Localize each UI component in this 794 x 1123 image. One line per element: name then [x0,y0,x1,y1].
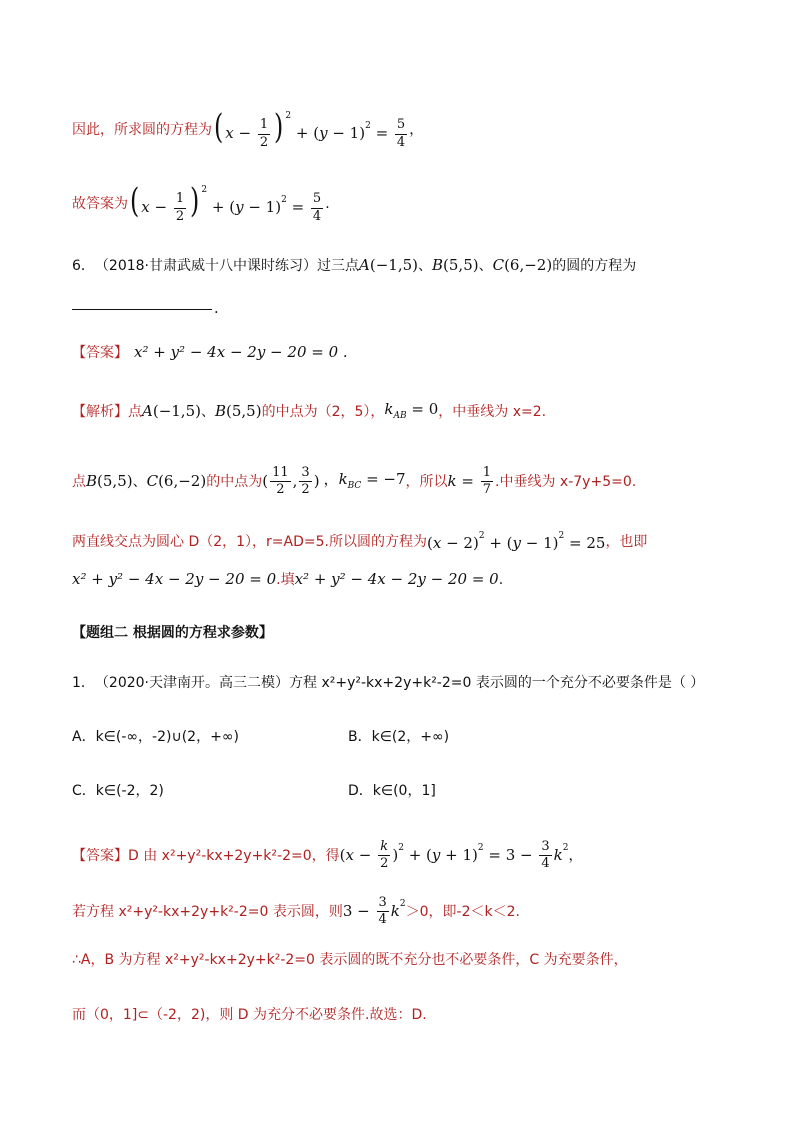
conclusion-prefix: 因此，所求圆的方程为 [72,121,212,138]
general-equation: x² + y² − 4x − 2y − 20 = 0 [294,570,499,588]
analysis-text: 的中点为 [206,473,263,490]
analysis-6-line1 [72,402,734,421]
point-c: C(6,−2) [492,256,553,274]
analysis-text: 点 [72,473,86,490]
analysis-6-line4 [72,572,734,587]
analysis-text: ，也即 [605,533,648,550]
separator: 、 [418,257,432,274]
circle-equation-std: $(x - 2)^2 + (y - 1)^2 = 25$ [426,531,606,552]
section-heading [72,626,734,640]
analysis-text: ，中垂线为 x=2. [438,403,547,420]
answer-tag: 【答案】 [72,344,128,361]
separator: 、 [200,403,215,420]
answer-prefix: 故答案为 [72,195,128,212]
point-b: B(5,5) [86,472,133,491]
answer-text: 若方程 x²+y²-kx+2y+k²-2=0 表示圆，则 [72,903,343,920]
analysis-text: 的中点为（2，5）， [261,403,385,420]
options-row-1 [72,730,734,744]
analysis-text: 点 [128,403,142,420]
answer-1-line4 [72,1008,734,1022]
answer-text: ∴A，B 为方程 x²+y²-kx+2y+k²-2=0 表示圆的既不充分也不必要条件，C 为充要条件， [72,952,628,968]
separator: 、 [478,257,493,274]
analysis-tag: 【解析】 [72,403,128,420]
radius-condition: 3 − $\frac{3}{4}$ $k^2$ [342,895,406,928]
analysis-text: .中垂线为 x-7y+5=0. [495,473,637,490]
question-6 [72,258,734,273]
question-6-blank [72,302,734,317]
point-a: A(−1,5) [359,256,418,274]
analysis-6-line3 [72,532,734,551]
question-1-number: 1． [72,675,95,691]
point-a: A(−1,5) [142,402,201,420]
answer-1 [72,840,734,872]
answer-6 [72,345,734,360]
answer-text: ＞0，即-2＜k＜2. [405,903,520,920]
question-6-source: （2018·甘肃武威十八中课时练习） [94,257,318,274]
option-b: B．k∈(2，+∞) [348,729,450,745]
analysis-text: ，所以 [405,473,448,490]
answer-1-line2 [72,896,734,928]
analysis-6-line2 [72,466,734,498]
answer-text: D 由 x²+y²-kx+2y+k²-2=0，得 [128,847,340,864]
answer-text: 而（0，1]⊂（-2，2)，则 D 为充分不必要条件.故选：D. [72,1007,427,1023]
question-1 [72,676,734,690]
analysis-text: 两直线交点为圆心 D（2，1），r=AD=5.所以圆的方程为 [72,533,427,550]
slope-bc: ，$k_{BC} = -7$ [323,470,406,492]
conclusion-line [72,107,734,150]
answer-line [72,181,734,224]
option-a: A．k∈(-∞，-2)∪(2，+∞) [72,729,239,745]
analysis-text: .填 [276,571,295,588]
slope-ab: $k_{AB} = 0$ [384,400,439,421]
perp-slope: k = $\frac{1}{7}$ [447,465,492,498]
midpoint-bc: ( $\frac{11}{2}$ , $\frac{3}{2}$ ) [262,465,320,498]
answer-tail: . [325,195,330,212]
general-equation: x² + y² − 4x − 2y − 20 = 0 [72,570,277,588]
blank-end: . [214,301,219,317]
question-6-text2: 的圆的方程为 [552,257,637,274]
completed-square-equation: (x − $\frac{k}{2}$ )$^2 + (y + 1)^2 = 3$ − $\frac{3}{4}$ $k^2$ [339,839,569,872]
answer-text: ， [568,847,583,864]
answer-equation: ( x − $\frac{1}{2}$ ) $^2 + (y - 1)^2$ = $\frac{5}{4}$ [129,181,322,224]
options-row-2 [72,784,734,798]
point-b: B(5,5) [214,402,262,420]
section-title: 【题组二 根据圆的方程求参数】 [72,625,273,641]
option-c: C．k∈(-2，2) [72,783,164,799]
point-b: B(5,5) [432,256,479,274]
conclusion-tail: ， [409,121,424,138]
question-6-text1: 过三点 [317,257,360,274]
answer-6-equation: x² + y² − 4x − 2y − 20 = 0 . [134,343,348,361]
circle-equation: ( x − $\frac{1}{2}$ ) $^2 + (y - 1)^2$ = $\frac{5}{4}$ [213,107,406,150]
option-d: D．k∈(0，1] [348,783,436,799]
answer-blank [72,308,212,310]
separator: 、 [132,473,147,490]
answer-tag: 【答案】 [72,847,128,864]
analysis-text: . [498,571,504,588]
question-6-number: 6． [72,257,95,274]
question-1-source: （2020·天津南开。高三二模） [94,675,290,691]
point-c: C(6,−2) [146,472,207,491]
question-1-text: 方程 x²+y²-kx+2y+k²-2=0 表示圆的一个充分不必要条件是（ ） [289,675,705,691]
answer-1-line3 [72,953,734,967]
